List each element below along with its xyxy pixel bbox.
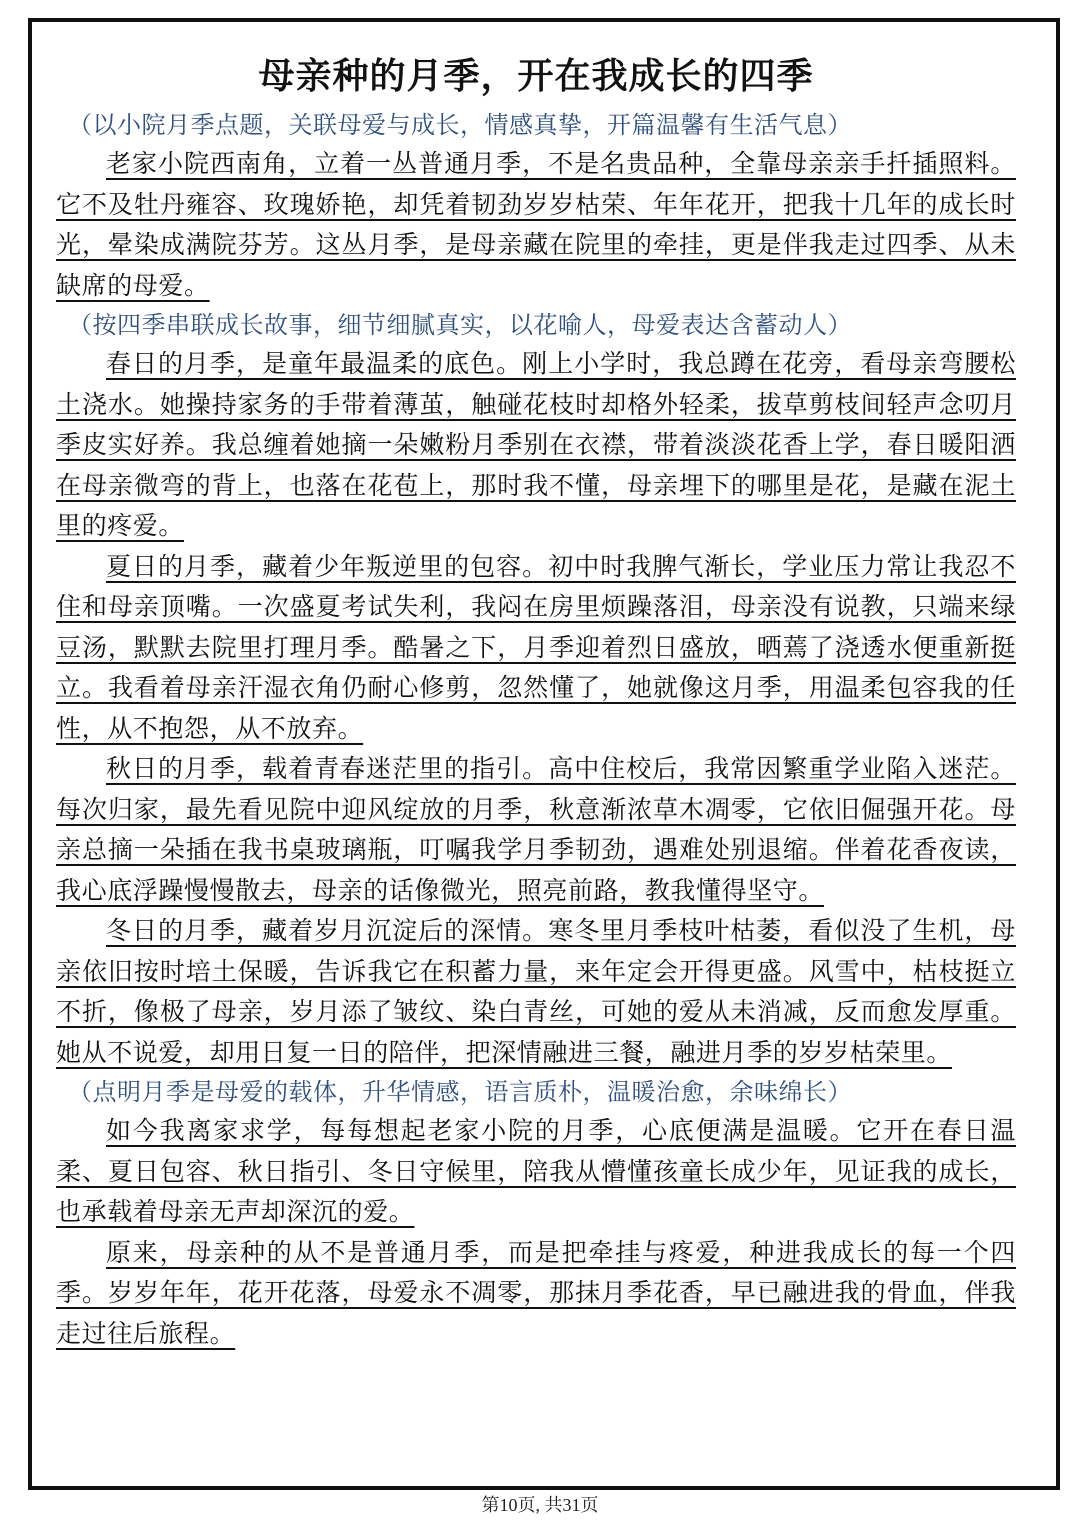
paragraph-6-text: 如今我离家求学，每每想起老家小院的月季，心底便满是温暖。它开在春日温柔、夏日包容、秋日指引、冬日守候里，陪我从懵懂孩童长成少年，见证我的成长，也承载着母亲无声却深沉的爱。 xyxy=(56,1116,1016,1226)
paragraph-4 xyxy=(56,749,1016,911)
annotation-body: （按四季串联成长故事，细节细腻真实，以花喻人，母爱表达含蓄动人） xyxy=(68,311,852,339)
paragraph-2 xyxy=(56,344,1016,547)
essay-content xyxy=(56,48,1016,1354)
annotation-opening: （以小院月季点题，关联母爱与成长，情感真挚，开篇温馨有生活气息） xyxy=(68,111,852,139)
essay-title: 母亲种的月季，开在我成长的四季 xyxy=(258,55,814,97)
paragraph-3 xyxy=(56,547,1016,750)
paragraph-7-text: 原来，母亲种的从不是普通月季，而是把牵挂与疼爱，种进我成长的每一个四季。岁岁年年，花开花落，母爱永不凋零，那抹月季花香，早已融进我的骨血，伴我走过往后旅程。 xyxy=(56,1237,1016,1348)
paragraph-3-text: 夏日的月季，藏着少年叛逆里的包容。初中时我脾气渐长，学业压力常让我忍不住和母亲顶嘴。一次盛夏考试失利，我闷在房里烦躁落泪，母亲没有说教，只端来绿豆汤，默默去院里打理月季。酷暑之下，月季迎着烈日盛放，晒蔫了浇透水便重新挺立。我看着母亲汗湿衣角仍耐心修剪，忽然懂了，她就像这月季，用温柔包容我的任性，从不抱怨，从不放弃。 xyxy=(56,551,1016,743)
paragraph-2-text: 春日的月季，是童年最温柔的底色。刚上小学时，我总蹲在花旁，看母亲弯腰松土浇水。她操持家务的手带着薄茧，触碰花枝时却格外轻柔，拔草剪枝间轻声念叨月季皮实好养。我总缠着她摘一朵嫩粉月季别在衣襟，带着淡淡花香上学，春日暖阳洒在母亲微弯的背上，也落在花苞上，那时我不懂，母亲埋下的哪里是花，是藏在泥土里的疼爱。 xyxy=(56,349,1016,540)
annotation-ending: （点明月季是母爱的载体，升华情感，语言质朴，温暖治愈，余味绵长） xyxy=(68,1078,852,1106)
paragraph-7 xyxy=(56,1233,1016,1355)
paragraph-5 xyxy=(56,911,1016,1073)
page-number: 第10页, 共31页 xyxy=(481,1495,599,1515)
page-frame xyxy=(28,18,1060,1490)
paragraph-6 xyxy=(56,1111,1016,1233)
paragraph-5-text: 冬日的月季，藏着岁月沉淀后的深情。寒冬里月季枝叶枯萎，看似没了生机，母亲依旧按时培土保暖，告诉我它在积蓄力量，来年定会开得更盛。风雪中，枯枝挺立不折，像极了母亲，岁月添了皱纹、染白青丝，可她的爱从未消减，反而愈发厚重。她从不说爱，却用日复一日的陪伴，把深情融进三餐，融进月季的岁岁枯荣里。 xyxy=(56,916,1016,1067)
paragraph-1-text: 老家小院西南角，立着一丛普通月季，不是名贵品种，全靠母亲亲手扦插照料。它不及牡丹雍容、玫瑰娇艳，却凭着韧劲岁岁枯荣、年年花开，把我十几年的成长时光，晕染成满院芬芳。这丛月季，是母亲藏在院里的牵挂，更是伴我走过四季、从未缺席的母爱。 xyxy=(56,149,1016,300)
paragraph-1 xyxy=(56,144,1016,306)
paragraph-4-text: 秋日的月季，载着青春迷茫里的指引。高中住校后，我常因繁重学业陷入迷茫。每次归家，最先看见院中迎风绽放的月季，秋意渐浓草木凋零，它依旧倔强开花。母亲总摘一朵插在我书桌玻璃瓶，叮嘱我学月季韧劲，遇难处别退缩。伴着花香夜读，我心底浮躁慢慢散去，母亲的话像微光，照亮前路，教我懂得坚守。 xyxy=(56,754,1016,905)
